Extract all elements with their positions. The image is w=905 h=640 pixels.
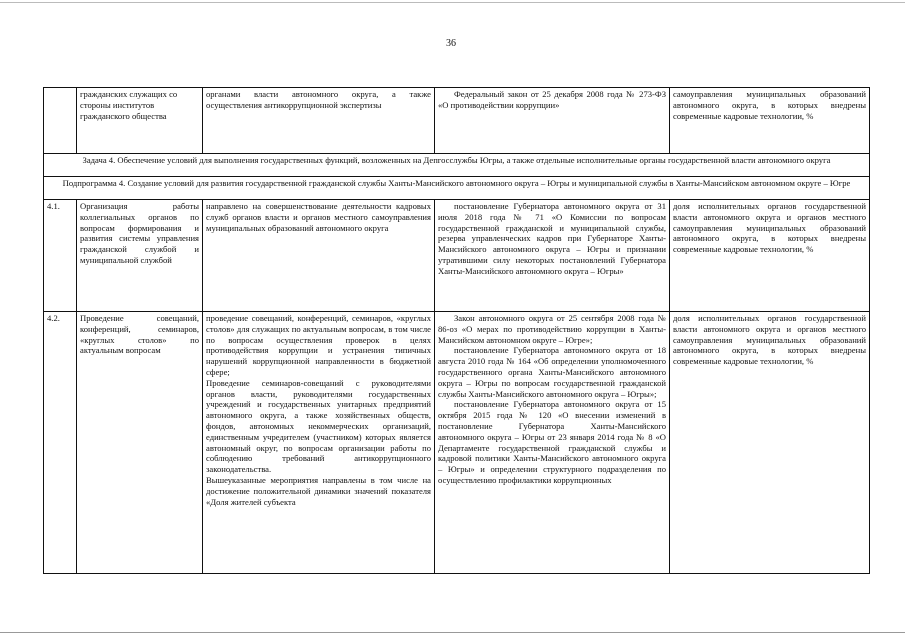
paragraph: Вышеуказанные мероприятия направлены в том числе на достижение положительной динамики значений показателя «Доля жителей субъекта (206, 474, 431, 507)
num-cell: 4.1. (44, 200, 77, 312)
indicator-cell (670, 200, 870, 312)
scan-top-edge (0, 2, 905, 3)
description-cell (203, 312, 435, 574)
num-cell (44, 88, 77, 154)
cell-text: гражданских служащих со стороны институтов гражданского общества (80, 89, 178, 121)
indicator-cell (670, 312, 870, 574)
paragraph: Закон автономного округа от 25 сентября 2008 года № 86-оз «О мерах по противодействию коррупции в Ханты-Мансийском автономном округе – Югре»; (438, 313, 666, 345)
num-cell: 4.2. (44, 312, 77, 574)
measure-name-cell (77, 312, 203, 574)
cell-text: органами власти автономного округа, а также осуществления антикоррупционной экспертизы (206, 89, 431, 110)
subprogram-heading: Подпрограмма 4. Создание условий для развития государственной гражданской службы Ханты-Мансийского автономного округа – Югры и муниципальной службы в Ханты-Мансийском автономном округе – Югре (44, 177, 870, 200)
cell-text: Организация работы коллегиальных органов по вопросам формирования и развития системы управления гражданской службой и муниципальной службой (80, 201, 199, 265)
indicator-cell (670, 88, 870, 154)
cell-text: постановление Губернатора автономного округа от 31 июля 2018 года № 71 «О Комиссии по вопросам государственной гражданской и муниципальной службы, резерва управленческих кадров при Губернаторе Ханты-Мансийского автономного округа – Югры и признании утратившими силу некоторых постановлений Губернатора Ханты-Мансийского автономного округа – Югры» (438, 201, 666, 276)
program-table (43, 87, 870, 574)
measure-name-cell (77, 200, 203, 312)
cell-text: доля исполнительных органов государственной власти автономного округа и органов местного самоуправления муниципальных образований автономного округа, в которых внедрены современные кадровые технологии, % (673, 313, 866, 367)
legal-basis-cell (435, 200, 670, 312)
task-row (44, 154, 870, 177)
paragraph: проведение совещаний, конференций, семинаров, «круглых столов» для служащих по актуальным вопросам, в том числе по вопросам осуществления проверок в целях противодействия коррупции и устранения типичных нарушений коррупционной направленности в бюджетной сфере; (206, 313, 431, 377)
table-row (44, 312, 870, 574)
paragraph: постановление Губернатора автономного округа от 15 октября 2015 года № 120 «О внесении изменений в постановление Губернатора Ханты-Мансийского автономного округа – Югры от 23 января 2014 года № 8 «О Департаменте государственной гражданской службы и кадровой политики Ханты-Мансийского автономного округа – Югры» и определении структурного подразделения по осуществлению профилактики коррупционных (438, 399, 666, 485)
cell-text: Проведение совещаний, конференций, семинаров, «круглых столов» по актуальным вопросам (80, 313, 199, 356)
table-row (44, 200, 870, 312)
cell-text: доля исполнительных органов государственной власти автономного округа и органов местного самоуправления муниципальных образований автономного округа, в которых внедрены современные кадровые технологии, % (673, 201, 866, 255)
page-number: 36 (446, 38, 456, 49)
description-cell (203, 88, 435, 154)
cell-text: самоуправления муниципальных образований автономного округа, в которых внедрены современные кадровые технологии, % (673, 89, 866, 121)
cell-text: Федеральный закон от 25 декабря 2008 года № 273-ФЗ «О противодействии коррупции» (438, 89, 666, 110)
table-row (44, 88, 870, 154)
description-cell (203, 200, 435, 312)
scan-bottom-edge (0, 632, 905, 633)
task-heading: Задача 4. Обеспечение условий для выполнения государственных функций, возложенных на Депгосслужбы Югры, а также отдельные исполнительные органы государственной власти автономного округа (44, 154, 870, 177)
legal-basis-cell (435, 88, 670, 154)
legal-basis-cell (435, 312, 670, 574)
paragraph: Проведение семинаров-совещаний с руководителями органов власти, руководителями государственных учреждений и государственных унитарных предприятий автономного округа, а также хозяйственных обществ, фондов, автономных некоммерческих организаций, единственным учредителем (участником) которых является автономный округ, по вопросам организации работы по соблюдению требований антикоррупционного законодательства. (206, 377, 431, 475)
measure-name-cell (77, 88, 203, 154)
paragraph: постановление Губернатора автономного округа от 18 августа 2010 года № 164 «Об определении уполномоченного государственного органа Ханты-Мансийского автономного округа – Югры по вопросам государственной гражданской службы Ханты-Мансийского автономного округа – Югры»; (438, 345, 666, 399)
subprogram-row (44, 177, 870, 200)
cell-text: направлено на совершенствование деятельности кадровых служб органов власти и органов местного самоуправления муниципальных образований автономного округа (206, 201, 431, 233)
